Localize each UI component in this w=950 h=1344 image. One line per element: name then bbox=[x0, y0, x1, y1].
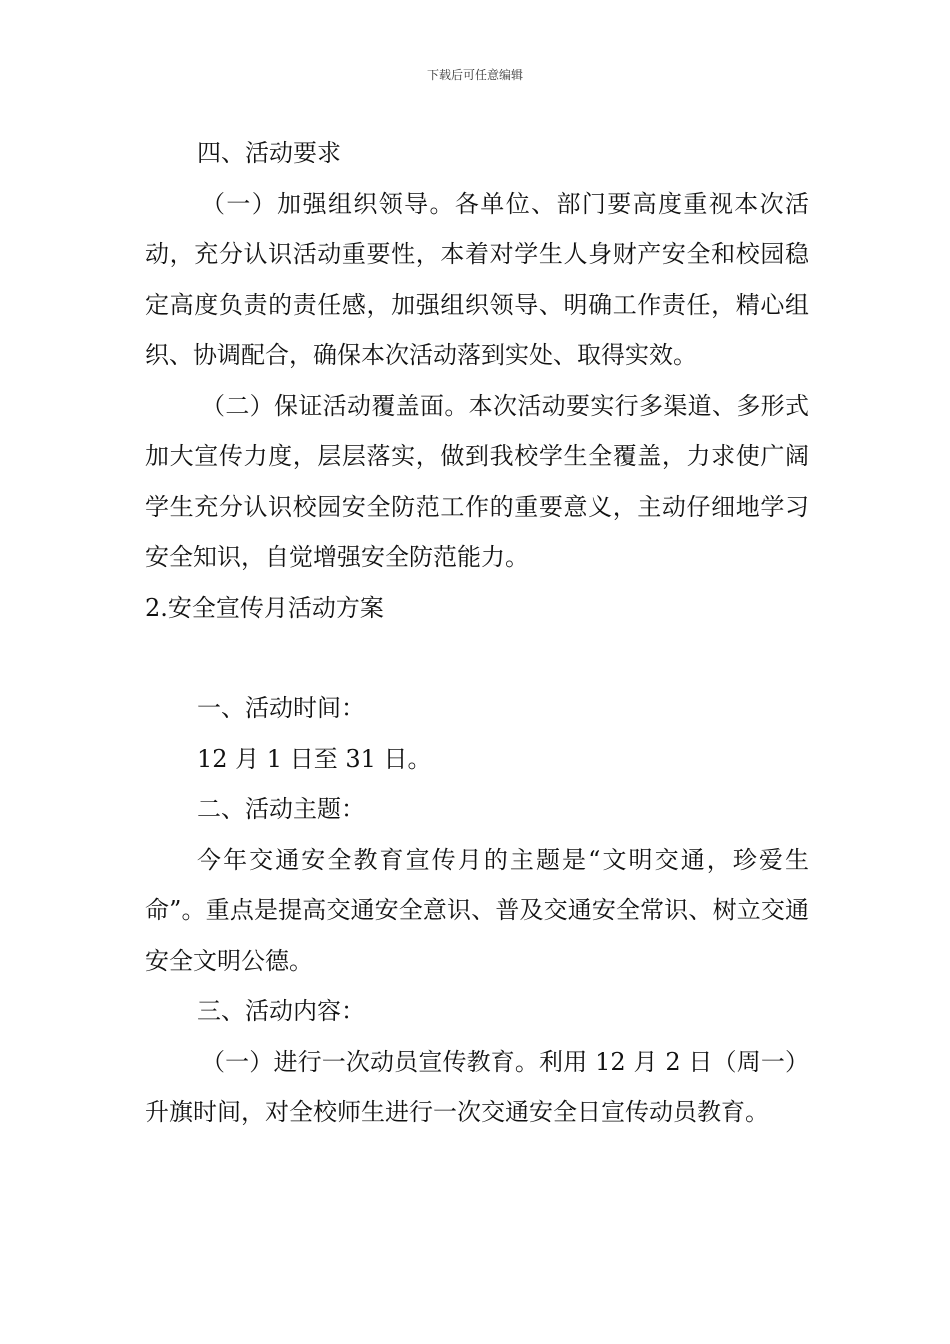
activity-date: 12 月 1 日至 31 日。 bbox=[197, 744, 432, 773]
document-subtitle: 2.安全宣传月活动方案 bbox=[145, 593, 384, 622]
paragraph-organization: （一）加强组织领导。各单位、部门要高度重视本次活动，充分认识活动重要性，本着对学生人身财产安全和校园稳定高度负责的责任感，加强组织领导、明确工作责任，精心组织、协调配合，确保本次活动落到实处、取得实效。 bbox=[145, 189, 809, 369]
page-header-note: 下载后可任意编辑 bbox=[426, 68, 523, 82]
paragraph-theme: 今年交通安全教育宣传月的主题是“文明交通，珍爱生命”。重点是提高交通安全意识、普及交通安全常识、树立交通安全文明公德。 bbox=[145, 845, 809, 975]
spacer bbox=[145, 633, 809, 683]
section-heading-theme: 二、活动主题： bbox=[197, 795, 365, 823]
document-body bbox=[145, 128, 809, 1138]
paragraph-mobilization: （一）进行一次动员宣传教育。利用 12 月 2 日（周一）升旗时间，对全校师生进行一次交通安全日宣传动员教育。 bbox=[145, 1047, 809, 1126]
section-heading-time: 一、活动时间： bbox=[197, 694, 365, 722]
section-heading-content: 三、活动内容： bbox=[197, 997, 365, 1025]
paragraph-coverage: （二）保证活动覆盖面。本次活动要实行多渠道、多形式加大宣传力度，层层落实，做到我校学生全覆盖，力求使广阔学生充分认识校园安全防范工作的重要意义，主动仔细地学习安全知识，自觉增强安全防范能力。 bbox=[145, 391, 809, 571]
section-heading-requirements: 四、活动要求 bbox=[197, 139, 341, 167]
